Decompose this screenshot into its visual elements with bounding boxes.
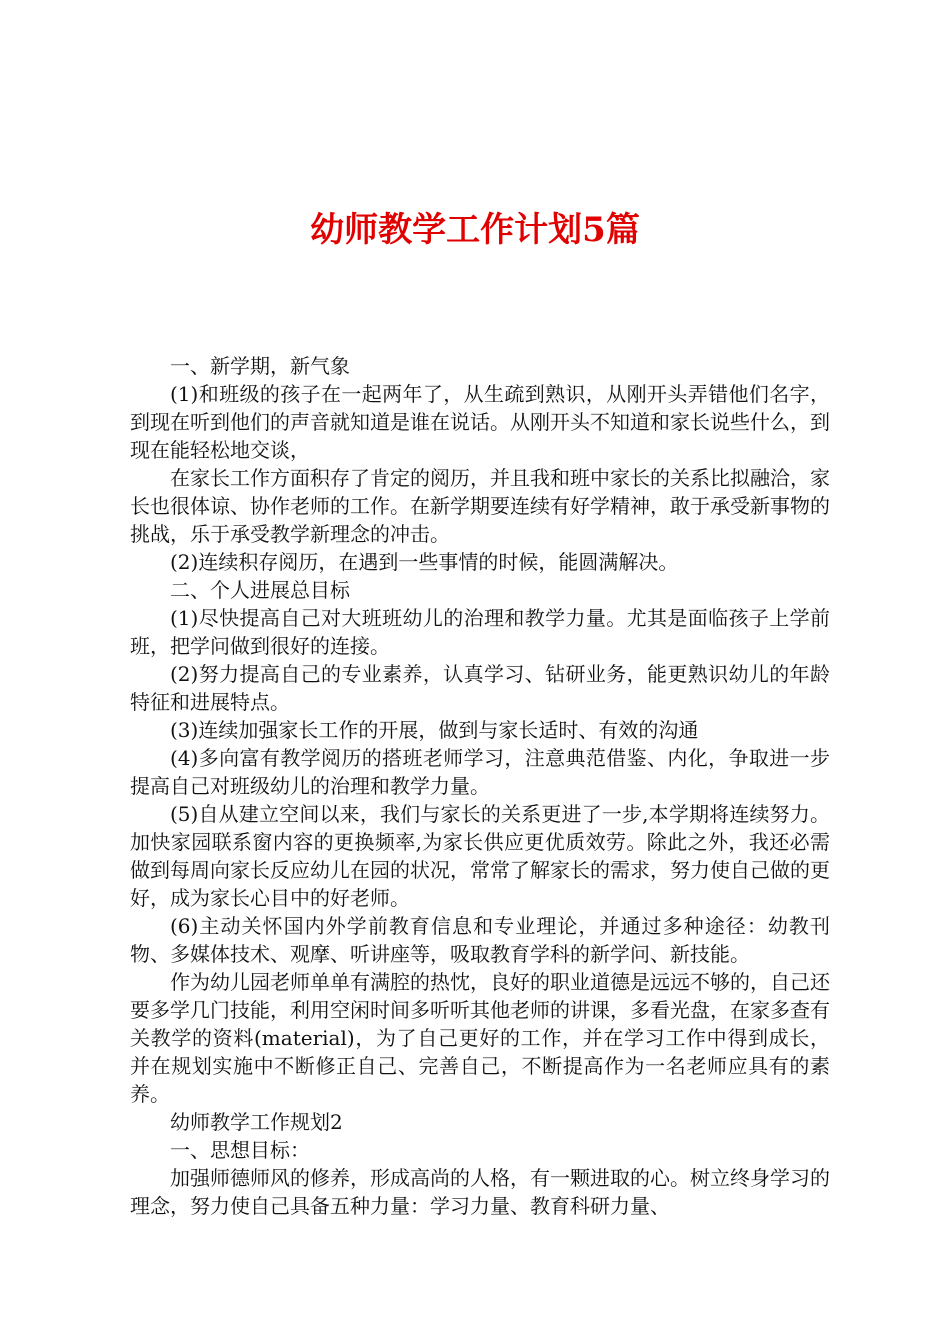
paragraph: (2)努力提高自己的专业素养，认真学习、钻研业务，能更熟识幼儿的年龄特征和进展特点。 bbox=[130, 662, 830, 714]
document-title: 幼师教学工作计划5篇 bbox=[310, 210, 640, 250]
paragraph: 加强师德师风的修养，形成高尚的人格，有一颗进取的心。树立终身学习的理念，努力使自己具备五种力量：学习力量、教育科研力量、 bbox=[130, 1166, 830, 1218]
paragraph: (6)主动关怀国内外学前教育信息和专业理论，并通过多种途径：幼教刊物、多媒体技术、观摩、听讲座等，吸取教育学科的新学问、新技能。 bbox=[130, 914, 830, 966]
paragraph: 幼师教学工作规划2 bbox=[170, 1110, 343, 1134]
paragraph: 一、思想目标： bbox=[170, 1138, 310, 1162]
document-body bbox=[130, 352, 830, 1220]
paragraph: 在家长工作方面积存了肯定的阅历，并且我和班中家长的关系比拟融洽，家长也很体谅、协作老师的工作。在新学期要连续有好学精神，敢于承受新事物的挑战，乐于承受教学新理念的冲击。 bbox=[130, 466, 830, 546]
paragraph: (4)多向富有教学阅历的搭班老师学习，注意典范借鉴、内化，争取进一步提高自己对班级幼儿的治理和教学力量。 bbox=[130, 746, 830, 798]
paragraph: (5)自从建立空间以来，我们与家长的关系更进了一步,本学期将连续努力。加快家园联系窗内容的更换频率,为家长供应更优质效劳。除此之外，我还必需做到每周向家长反应幼儿在园的状况，常常了解家长的需求，努力使自己做的更好，成为家长心目中的好老师。 bbox=[130, 802, 830, 910]
paragraph: 二、个人进展总目标 bbox=[170, 578, 350, 602]
paragraph: 作为幼儿园老师单单有满腔的热忱，良好的职业道德是远远不够的，自己还要多学几门技能，利用空闲时间多听听其他老师的讲课，多看光盘，在家多查有关教学的资料(material)，为了自己更好的工作，并在学习工作中得到成长，并在规划实施中不断修正自己、完善自己，不断提高作为一名老师应具有的素养。 bbox=[130, 970, 830, 1106]
paragraph: (1)和班级的孩子在一起两年了，从生疏到熟识，从刚开头弄错他们名字，到现在听到他们的声音就知道是谁在说话。从刚开头不知道和家长说些什么，到现在能轻松地交谈， bbox=[130, 382, 830, 462]
paragraph: (3)连续加强家长工作的开展，做到与家长适时、有效的沟通 bbox=[170, 718, 699, 742]
paragraph: (2)连续积存阅历，在遇到一些事情的时候，能圆满解决。 bbox=[170, 550, 679, 574]
paragraph: (1)尽快提高自己对大班班幼儿的治理和教学力量。尤其是面临孩子上学前班，把学问做到很好的连接。 bbox=[130, 606, 830, 658]
paragraph: 一、新学期，新气象 bbox=[170, 354, 350, 378]
